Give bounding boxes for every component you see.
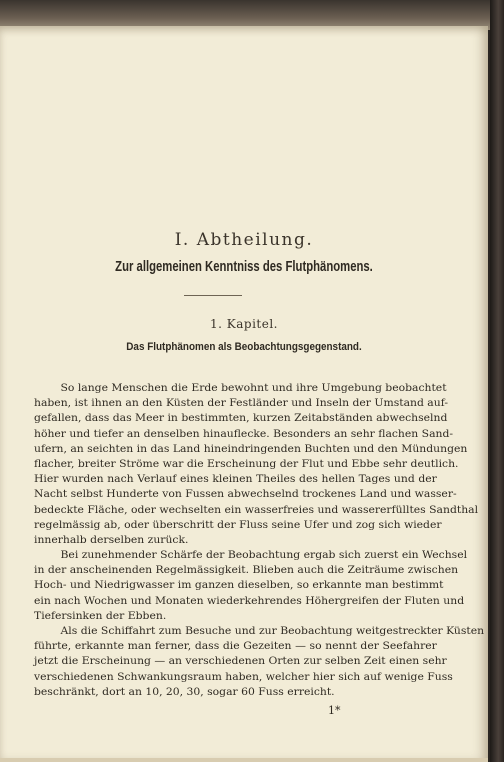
text-line: beschränkt, dort an 10, 20, 30, sogar 60 Fuss erreicht.	[34, 686, 335, 698]
part-heading: I. Abtheilung.	[174, 230, 314, 250]
text-line: ufern, an seichten in das Land hineindringenden Buchten und den Mündungen	[34, 443, 468, 455]
chapter-title: Das Flutphänomen als Beobachtungsgegenstand.	[126, 341, 362, 353]
text-line: verschiedenen Schwankungsraum haben, welcher hier sich auf wenige Fuss	[34, 671, 453, 683]
text-line: regelmässig ab, oder überschritt der Fluss seine Ufer und zog sich wieder	[34, 519, 442, 531]
paragraph	[34, 381, 479, 548]
text-line: innerhalb derselben zurück.	[34, 534, 189, 546]
text-line: jetzt die Erscheinung — an verschiedenen Orten zur selben Zeit einen sehr	[34, 656, 447, 668]
text-line: Tiefersinken der Ebben.	[34, 610, 167, 622]
book-page	[0, 26, 488, 762]
text-line: gefallen, dass das Meer in bestimmten, kurzen Zeitabständen abwechselnd	[34, 413, 448, 425]
chapter-number: 1. Kapitel.	[210, 317, 278, 331]
page-bottom-edge	[0, 758, 488, 762]
paragraph	[34, 548, 468, 624]
text-line: führte, erkannte man ferner, dass die Gezeiten — so nennt der Seefahrer	[34, 641, 437, 653]
text-line: höher und tiefer an denselben hinauflecke. Besonders an sehr flachen Sand-	[34, 428, 454, 440]
text-line: Hier wurden nach Verlauf eines kleinen Theiles des hellen Tages und der	[34, 474, 437, 486]
text-line: Bei zunehmender Schärfe der Beobachtung ergab sich zuerst ein Wechsel	[60, 550, 468, 562]
text-line: bedeckte Fläche, oder wechselten ein wasserfreies und wassererfülltes Sandthal	[34, 504, 479, 516]
divider-rule	[184, 295, 242, 296]
text-line: haben, ist ihnen an den Küsten der Festländer und Inseln der Umstand auf-	[34, 398, 448, 410]
paragraph	[34, 624, 485, 700]
printer-signature: 1*	[328, 704, 341, 717]
part-subtitle: Zur allgemeinen Kenntniss des Flutphänomens.	[115, 259, 373, 275]
book-spine	[490, 0, 504, 762]
text-line: Nacht selbst Hunderte von Fussen abwechselnd trockenes Land und wasser-	[34, 489, 457, 501]
text-line: ein nach Wochen und Monaten wiederkehrendes Höhergreifen der Fluten und	[34, 595, 465, 607]
text-line: flacher, breiter Ströme war die Erscheinung der Flut und Ebbe sehr deutlich.	[34, 458, 459, 470]
text-line: Hoch- und Niedrigwasser im ganzen dieselben, so erkannte man bestimmt	[34, 580, 444, 592]
body-text	[34, 381, 485, 700]
text-line: in der anscheinenden Regelmässigkeit. Blieben auch die Zeiträume zwischen	[34, 565, 459, 577]
text-line: Als die Schiffahrt zum Besuche und zur Beobachtung weitgestreckter Küsten	[60, 626, 485, 637]
text-line: So lange Menschen die Erde bewohnt und ihre Umgebung beobachtet	[60, 383, 447, 394]
